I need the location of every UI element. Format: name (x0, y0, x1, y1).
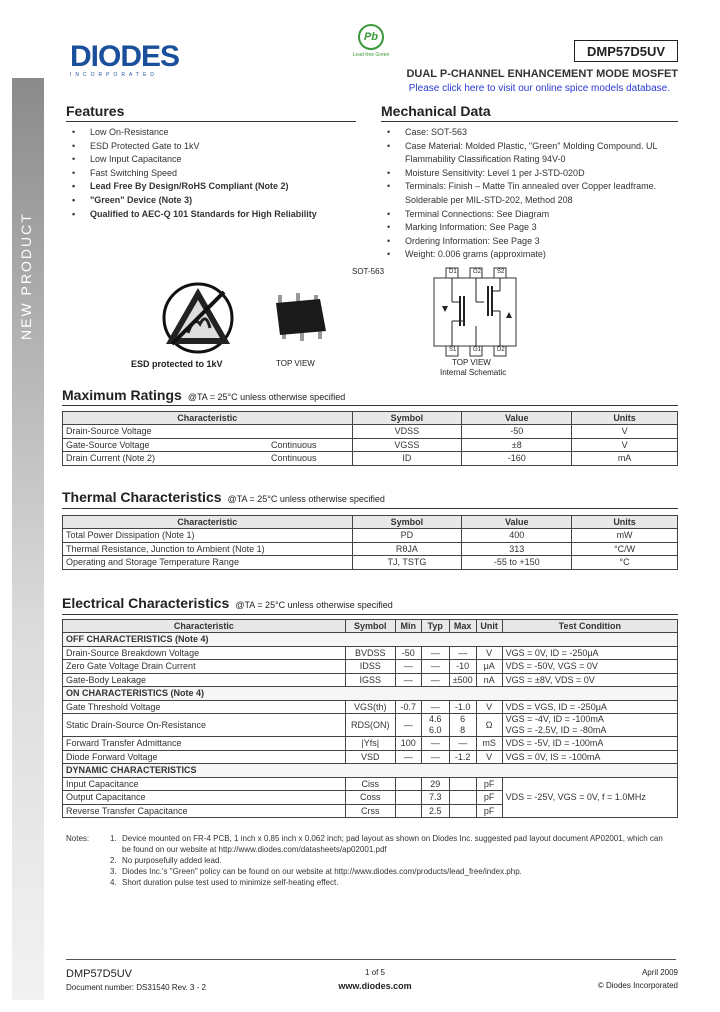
cell-char: Diode Forward Voltage (63, 750, 346, 764)
col-header: Characteristic (63, 620, 346, 633)
electrical-rule (62, 614, 678, 615)
cell-max (449, 804, 476, 818)
cell-symbol: TJ, TSTG (352, 556, 462, 570)
cell-value: 400 (462, 529, 572, 543)
cell-cond: VDS = -5V, ID = -100mA (502, 737, 677, 751)
thermal-heading (62, 489, 385, 505)
cell-symbol: |Yfs| (345, 737, 395, 751)
electrical-heading (62, 595, 393, 611)
package-top-view-icon (272, 293, 328, 341)
table-row (63, 777, 678, 791)
col-header: Units (572, 516, 678, 529)
table-row (63, 425, 678, 439)
cell-typ: — (421, 700, 449, 714)
table-header-row (63, 516, 678, 529)
thermal-table (62, 515, 678, 570)
cell-cond: VGS = 0V, ID = -250μA (502, 646, 677, 660)
cell-max: — (449, 737, 476, 751)
cell-units: V (572, 438, 678, 452)
max-ratings-title: Maximum Ratings (62, 387, 182, 403)
cell-units: °C (572, 556, 678, 570)
pin-g1: G1 (473, 347, 482, 353)
cell-symbol: Ciss (345, 777, 395, 791)
cell-max: -1.0 (449, 700, 476, 714)
internal-schematic-diagram (430, 266, 520, 358)
cell-typ: 2.5 (421, 804, 449, 818)
cell-unit: mS (476, 737, 502, 751)
pin-s2: S2 (497, 269, 505, 275)
cell-value: -50 (462, 425, 572, 439)
pin-d1: D1 (449, 269, 457, 275)
cell-unit: pF (476, 804, 502, 818)
cell-symbol: VGS(th) (345, 700, 395, 714)
cell-cond: VDS = VGS, ID = -250μA (502, 700, 677, 714)
cell-min: -0.7 (395, 700, 421, 714)
mechanical-item: • Ordering Information: See Page 3 (387, 235, 677, 249)
lead-free-icon (358, 24, 384, 50)
table-row (63, 714, 678, 737)
footer-date: April 2009 (641, 968, 678, 977)
feature-item: • "Green" Device (Note 3) (72, 194, 352, 208)
col-header: Symbol (345, 620, 395, 633)
mechanical-item: • Terminal Connections: See Diagram (387, 208, 677, 222)
max-ratings-condition: @TA = 25°C unless otherwise specified (187, 392, 346, 402)
cell-char: Gate-Body Leakage (63, 673, 346, 687)
note-text: No purposefully added lead. (122, 856, 222, 865)
cell-typ: — (421, 673, 449, 687)
cell-typ: — (421, 750, 449, 764)
feature-item: • Low On-Resistance (72, 126, 352, 140)
col-header: Max (449, 620, 476, 633)
mechanical-item: • Terminals: Finish – Matte Tin annealed over Copper leadframe. Solderable per MIL-STD-202, Method 208 (387, 180, 677, 207)
cell-symbol: RθJA (352, 542, 462, 556)
mechanical-item: • Case: SOT-563 (387, 126, 677, 140)
col-header: Units (572, 412, 678, 425)
cell-max: ±500 (449, 673, 476, 687)
note-row (66, 855, 668, 866)
note-row (66, 866, 668, 877)
schematic-top-view-caption: TOP VIEW (452, 358, 491, 367)
cell-char: Static Drain-Source On-Resistance (63, 714, 346, 737)
cell-min: — (395, 673, 421, 687)
table-row (63, 660, 678, 674)
cell-cond: VDS = -25V, VGS = 0V, f = 1.0MHz (502, 777, 677, 818)
col-header: Characteristic (63, 516, 353, 529)
col-header: Value (462, 516, 572, 529)
group-label: ON CHARACTERISTICS (Note 4) (63, 687, 678, 701)
logo-subtext: INCORPORATED (70, 72, 158, 78)
cell-cond: VGS = ±8V, VDS = 0V (502, 673, 677, 687)
footer-page: 1 of 5 (364, 968, 385, 977)
cell-units: mW (572, 529, 678, 543)
top-view-caption: TOP VIEW (276, 359, 315, 368)
cell-cond: VGS = -4V, ID = -100mA VGS = -2.5V, ID = -80mA (502, 714, 677, 737)
cell-char: Operating and Storage Temperature Range (63, 556, 353, 570)
group-row (63, 633, 678, 647)
cell-char: Zero Gate Voltage Drain Current (63, 660, 346, 674)
cell-min: — (395, 750, 421, 764)
cell-min (395, 777, 421, 791)
footer-doc-number: Document number: DS31540 Rev. 3 - 2 (66, 983, 206, 992)
table-row (63, 646, 678, 660)
char-text: Drain-Source Voltage (66, 426, 152, 437)
cell-min: — (395, 714, 421, 737)
cell-char: Thermal Resistance, Junction to Ambient (Note 1) (63, 542, 353, 556)
col-header: Test Condition (502, 620, 677, 633)
table-row (63, 737, 678, 751)
electrical-table (62, 619, 678, 818)
diodes-logo (70, 40, 179, 78)
cell-max: — (449, 646, 476, 660)
col-header: Unit (476, 620, 502, 633)
thermal-condition: @TA = 25°C unless otherwise specified (227, 494, 385, 504)
cell-unit: Ω (476, 714, 502, 737)
cell-typ: 7.3 (421, 791, 449, 805)
cell-max: -1.2 (449, 750, 476, 764)
char-text: Drain Current (Note 2) (66, 453, 156, 464)
logo-text: DIODES (70, 40, 180, 73)
col-header: Characteristic (63, 412, 353, 425)
mechanical-item: • Marking Information: See Page 3 (387, 221, 677, 235)
cell-units: °C/W (572, 542, 678, 556)
cell-value: -160 (462, 452, 572, 466)
feature-item: • Low Input Capacitance (72, 153, 352, 167)
footer-part-number: DMP57D5UV (66, 968, 133, 980)
char-cond: Continuous (271, 439, 317, 450)
mechanical-item: • Moisture Sensitivity: Level 1 per J-STD-020D (387, 167, 677, 181)
col-header: Symbol (352, 516, 462, 529)
table-row (63, 529, 678, 543)
table-row (63, 700, 678, 714)
note-number: 3. (110, 867, 117, 876)
table-row (63, 673, 678, 687)
table-row (63, 750, 678, 764)
cell-min: 100 (395, 737, 421, 751)
group-row (63, 687, 678, 701)
char-cond: Continuous (271, 453, 317, 464)
esd-warning-icon (158, 278, 238, 354)
thermal-rule (62, 508, 678, 509)
pin-d2: D2 (497, 347, 505, 353)
lead-free-badge (349, 24, 393, 58)
cell-unit: V (476, 700, 502, 714)
cell-max (449, 791, 476, 805)
cell-symbol: VSD (345, 750, 395, 764)
cell-char (63, 425, 353, 439)
cell-char (63, 438, 353, 452)
footer-copyright: © Diodes Incorporated (597, 981, 678, 990)
cell-symbol: RDS(ON) (345, 714, 395, 737)
cell-unit: V (476, 646, 502, 660)
cell-symbol: Coss (345, 791, 395, 805)
package-label: SOT-563 (352, 267, 385, 276)
cell-char: Reverse Transfer Capacitance (63, 804, 346, 818)
cell-units: V (572, 425, 678, 439)
electrical-condition: @TA = 25°C unless otherwise specified (235, 600, 393, 610)
pin-s1: S1 (449, 347, 457, 353)
footer-website-link[interactable]: www.diodes.com (338, 981, 412, 991)
note-text: Short duration pulse test used to minimize self-heating effect. (122, 878, 339, 887)
cell-typ: — (421, 737, 449, 751)
max-ratings-heading (62, 387, 345, 403)
group-row (63, 764, 678, 778)
cell-value: ±8 (462, 438, 572, 452)
note-number: 1. (110, 834, 117, 843)
features-rule (66, 121, 356, 122)
notes-section (66, 833, 668, 888)
cell-symbol: ID (352, 452, 462, 466)
cell-char: Output Capacitance (63, 791, 346, 805)
cell-symbol: VDSS (352, 425, 462, 439)
col-header: Min (395, 620, 421, 633)
cell-char: Input Capacitance (63, 777, 346, 791)
device-title: DUAL P-CHANNEL ENHANCEMENT MODE MOSFET (406, 68, 678, 80)
cell-units: mA (572, 452, 678, 466)
note-row (66, 877, 668, 888)
cell-char: Total Power Dissipation (Note 1) (63, 529, 353, 543)
electrical-title: Electrical Characteristics (62, 595, 230, 611)
footer-rule (66, 959, 676, 960)
pb-symbol: Pb (363, 31, 379, 43)
table-header-row (63, 412, 678, 425)
cell-typ: — (421, 660, 449, 674)
cell-min (395, 804, 421, 818)
schematic-caption: Internal Schematic (440, 368, 507, 377)
features-heading: Features (66, 103, 125, 119)
cell-unit: pF (476, 791, 502, 805)
new-product-label: NEW PRODUCT (18, 212, 34, 340)
feature-item: • Lead Free By Design/RoHS Compliant (Note 2) (72, 180, 352, 194)
table-row (63, 452, 678, 466)
cell-unit: pF (476, 777, 502, 791)
cell-char: Gate Threshold Voltage (63, 700, 346, 714)
cell-max (449, 777, 476, 791)
table-row (63, 542, 678, 556)
cell-min: -50 (395, 646, 421, 660)
mechanical-rule (381, 121, 678, 122)
table-row (63, 438, 678, 452)
cell-char: Drain-Source Breakdown Voltage (63, 646, 346, 660)
mechanical-item: • Case Material: Molded Plastic, "Green" Molding Compound. UL Flammability Classification Rating 94V-0 (387, 140, 677, 167)
cell-cond: VDS = -50V, VGS = 0V (502, 660, 677, 674)
note-number: 4. (110, 878, 117, 887)
note-row (66, 833, 668, 855)
group-label: OFF CHARACTERISTICS (Note 4) (63, 633, 678, 647)
col-header: Typ (421, 620, 449, 633)
cell-value: 313 (462, 542, 572, 556)
mechanical-list (387, 126, 677, 262)
cell-cond: VGS = 0V, IS = -100mA (502, 750, 677, 764)
note-text: Diodes Inc.'s "Green" policy can be found on our website at http://www.diodes.com/products/lead_free/index.php. (122, 867, 522, 876)
cell-value: -55 to +150 (462, 556, 572, 570)
notes-label: Notes: (66, 834, 90, 843)
mechanical-heading: Mechanical Data (381, 103, 491, 119)
table-row (63, 556, 678, 570)
note-text: Device mounted on FR-4 PCB, 1 inch x 0.85 inch x 0.062 inch; pad layout as shown on Diodes Inc. suggested pad layout document AP02001, which can be found on our website at http://www.diodes.com/datasheets/ap02001.pdf (122, 834, 663, 854)
lead-free-label: Lead-free Green (352, 52, 390, 58)
cell-min: — (395, 660, 421, 674)
cell-symbol: BVDSS (345, 646, 395, 660)
cell-unit: nA (476, 673, 502, 687)
col-header: Value (462, 412, 572, 425)
cell-symbol: Crss (345, 804, 395, 818)
group-label: DYNAMIC CHARACTERISTICS (63, 764, 678, 778)
cell-max: 6 8 (449, 714, 476, 737)
cell-symbol: PD (352, 529, 462, 543)
col-header: Symbol (352, 412, 462, 425)
cell-max: -10 (449, 660, 476, 674)
table-header-row (63, 620, 678, 633)
cell-symbol: IDSS (345, 660, 395, 674)
pin-g2: G2 (473, 269, 482, 275)
cell-char: Forward Transfer Admittance (63, 737, 346, 751)
mechanical-item: • Weight: 0.006 grams (approximate) (387, 248, 677, 262)
max-ratings-table (62, 411, 678, 466)
cell-symbol: IGSS (345, 673, 395, 687)
max-ratings-rule (62, 405, 678, 406)
cell-typ: — (421, 646, 449, 660)
features-list (72, 126, 352, 221)
cell-typ: 4.6 6.0 (421, 714, 449, 737)
cell-unit: V (476, 750, 502, 764)
feature-item: • Fast Switching Speed (72, 167, 352, 181)
part-number-box: DMP57D5UV (574, 40, 678, 62)
cell-symbol: VGSS (352, 438, 462, 452)
feature-item: • Qualified to AEC-Q 101 Standards for High Reliability (72, 208, 352, 222)
cell-char (63, 452, 353, 466)
char-text: Gate-Source Voltage (66, 439, 150, 450)
note-number: 2. (110, 856, 117, 865)
feature-item: • ESD Protected Gate to 1kV (72, 140, 352, 154)
spice-models-link[interactable]: Please click here to visit our online spice models database. (408, 83, 670, 94)
thermal-title: Thermal Characteristics (62, 489, 222, 505)
esd-caption: ESD protected to 1kV (131, 359, 223, 369)
cell-min (395, 791, 421, 805)
cell-typ: 29 (421, 777, 449, 791)
cell-unit: μA (476, 660, 502, 674)
